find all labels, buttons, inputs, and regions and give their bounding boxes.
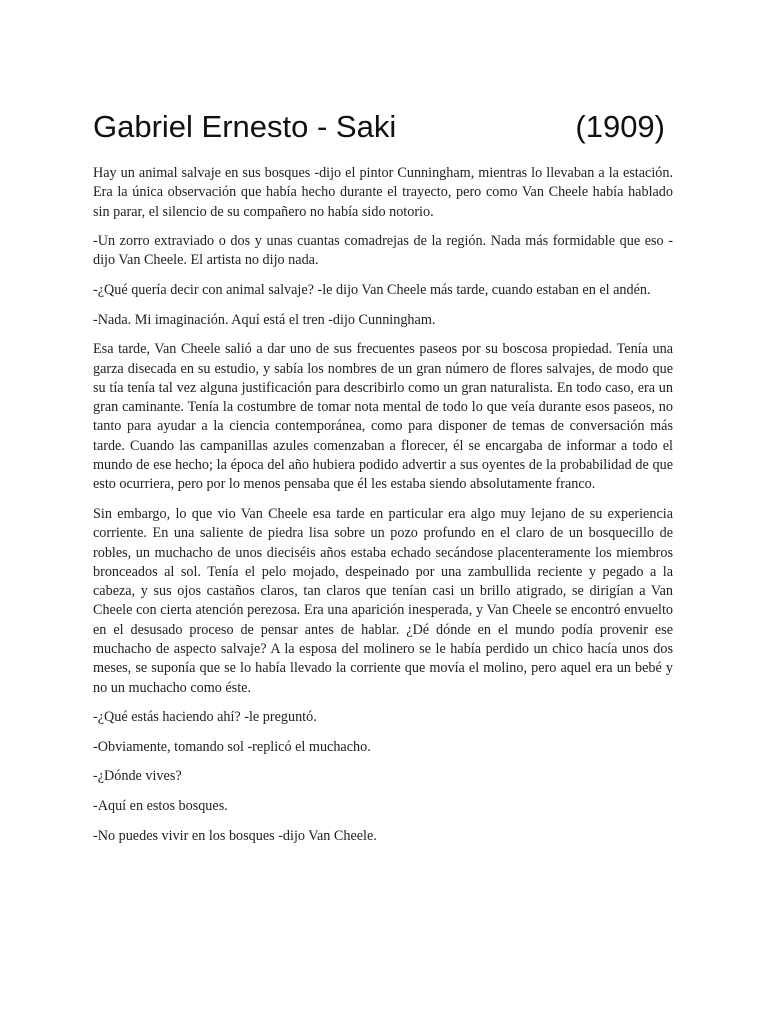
paragraph: -¿Dónde vives?	[93, 768, 182, 785]
paragraph: -Un zorro extraviado o dos y unas cuantas comadrejas de la región. Nada más formidable que eso -dijo Van Cheele. El artista no dijo nada.	[93, 233, 673, 269]
paragraph: -Obviamente, tomando sol -replicó el muchacho.	[93, 738, 371, 755]
publication-year: (1909)	[575, 109, 665, 144]
paragraph: -Aquí en estos bosques.	[93, 797, 228, 814]
paragraph: -¿Qué quería decir con animal salvaje? -le dijo Van Cheele más tarde, cuando estaban en el andén.	[93, 282, 651, 299]
title-row	[93, 108, 665, 146]
paragraph: Hay un animal salvaje en sus bosques -dijo el pintor Cunningham, mientras lo llevaban a la estación. Era la única observación que había hecho durante el trayecto, pero como Van Cheele había hablado sin parar, el silencio de su compañero no había sido notorio.	[93, 165, 673, 220]
document-page	[93, 108, 673, 856]
paragraph: Esa tarde, Van Cheele salió a dar uno de sus frecuentes paseos por su boscosa propiedad. Tenía una garza disecada en su estudio, y sabía los nombres de un gran número de flores salvajes, de modo que su tía tenía tal vez alguna justificación para describirlo como un gran naturalista. En todo caso, era un gran caminante. Tenía la costumbre de tomar nota mental de todo lo que veía durante esos paseos, no tanto para ayudar a la ciencia contemporánea, como para disponer de temas de conversación más tarde. Cuando las campanillas azules comenzaban a florecer, él se encargaba de informar a todo el mundo de ese hecho; la época del año hubiera podido advertir a sus oyentes de la probabilidad de que esto ocurriera, pero por lo menos pensaba que él les estaba siendo absolutamente franco.	[93, 341, 673, 493]
paragraph: -No puedes vivir en los bosques -dijo Van Cheele.	[93, 827, 377, 844]
paragraph: Sin embargo, lo que vio Van Cheele esa tarde en particular era algo muy lejano de su experiencia corriente. En una saliente de piedra lisa sobre un pozo profundo en el claro de un bosquecillo de robles, un muchacho de unos dieciséis años estaba echado secándose placenteramente los miembros bronceados al sol. Tenía el pelo mojado, despeinado por una zambullida reciente y pegado a la cabeza, y sus ojos castaños claros, tan claros que tenían casi un brillo atigrado, se dirigían a Van Cheele con cierta atención perezosa. Era una aparición inesperada, y Van Cheele se encontró envuelto en el desusado proceso de pensar antes de hablar. ¿Dé dónde en el mundo podía provenir ese muchacho de aspecto salvaje? A la esposa del molinero se le había perdido un chico hacía unos dos meses, se suponía que se lo había llevado la corriente que movía el molino, pero aquel era un bebé y no un muchacho como éste.	[93, 505, 673, 696]
paragraph: -Nada. Mi imaginación. Aquí está el tren -dijo Cunningham.	[93, 311, 436, 328]
document-title: Gabriel Ernesto - Saki	[93, 109, 397, 144]
paragraph: -¿Qué estás haciendo ahí? -le preguntó.	[93, 709, 317, 726]
